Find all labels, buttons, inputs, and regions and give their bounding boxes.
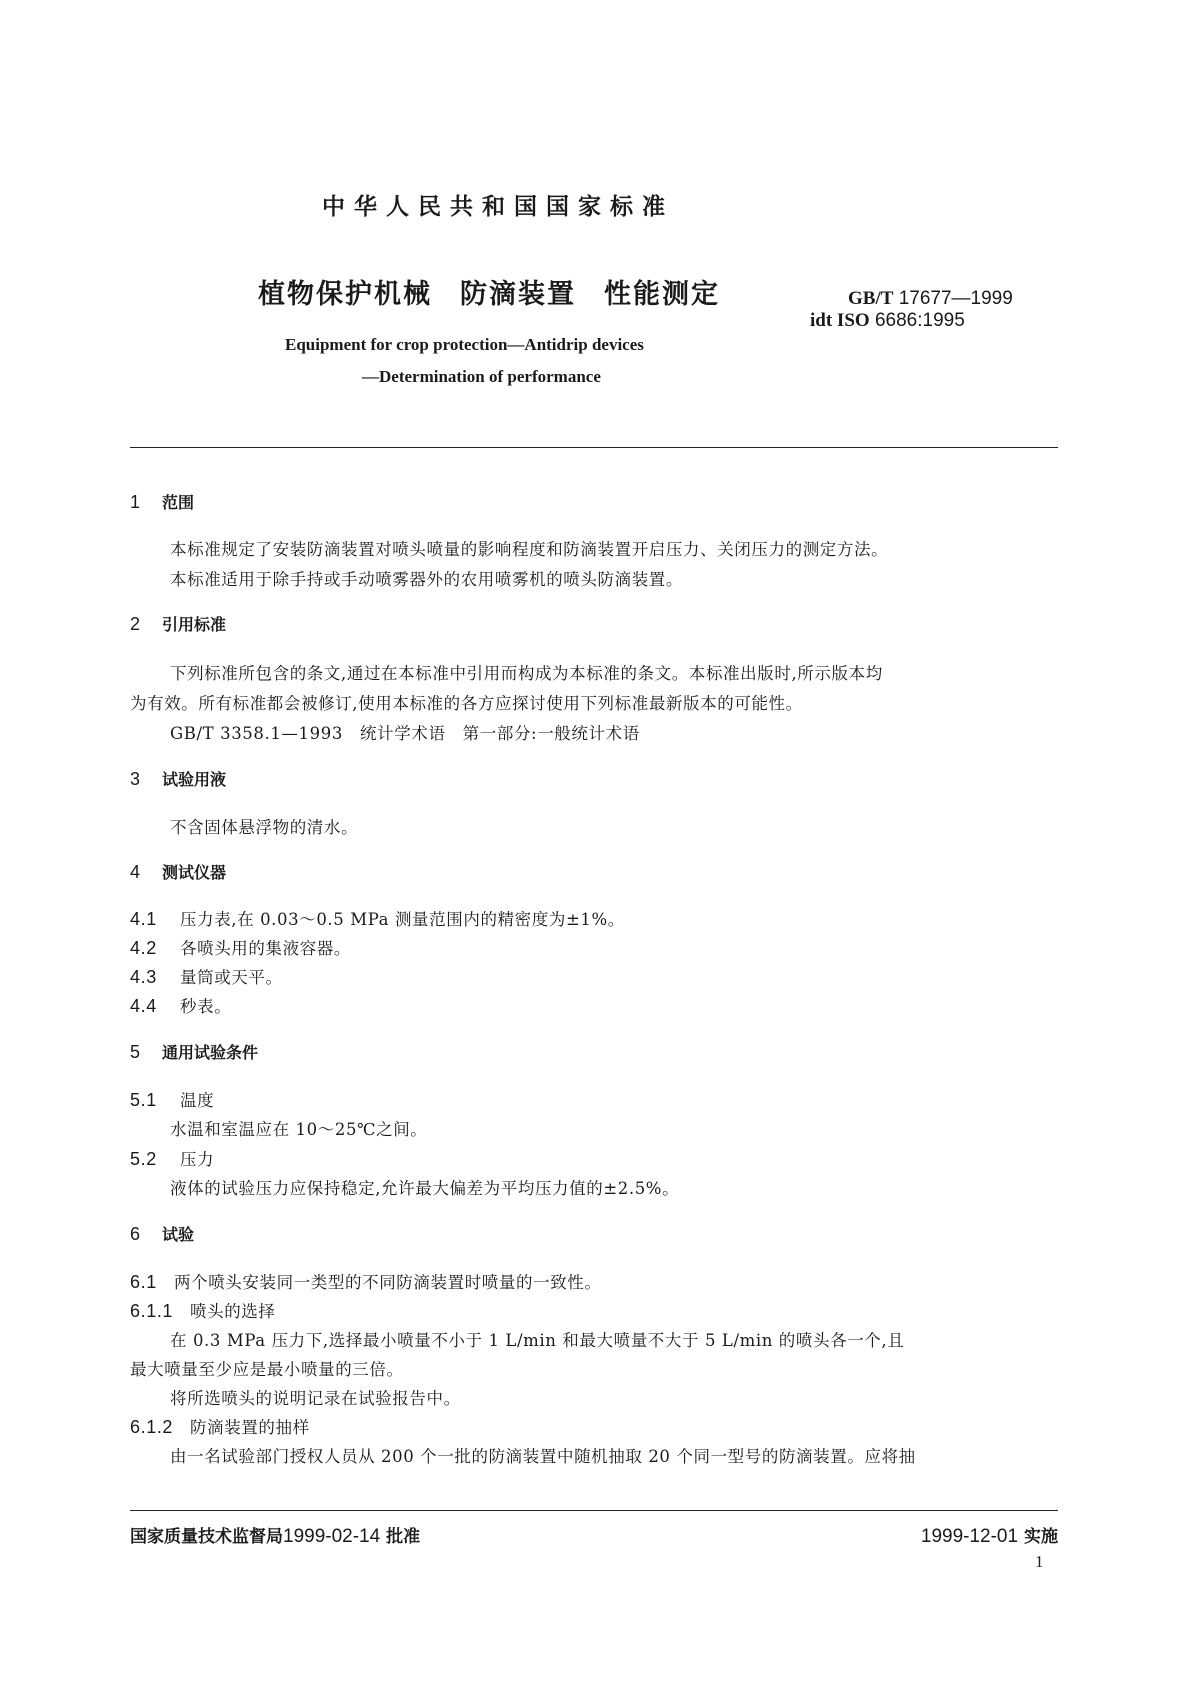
document-title-en-line1: Equipment for crop protection—Antidrip devices: [285, 335, 644, 354]
document-title-en-line2: —Determination of performance: [362, 367, 601, 386]
paragraph: 液体的试验压力应保持稳定,允许最大偏差为平均压力值的±2.5%。: [170, 1179, 680, 1198]
paragraph: 下列标准所包含的条文,通过在本标准中引用而构成为本标准的条文。本标准出版时,所示版本均: [170, 664, 883, 683]
national-standard-heading: 中华人民共和国国家标准: [322, 194, 674, 220]
clause-6-1-1: 6.1.1 喷头的选择: [130, 1301, 276, 1321]
paragraph: 本标准适用于除手持或手动喷雾器外的农用喷雾机的喷头防滴装置。: [170, 570, 683, 589]
paragraph: 将所选喷头的说明记录在试验报告中。: [170, 1389, 461, 1408]
paragraph: 不含固体悬浮物的清水。: [170, 818, 359, 837]
idt-reference: idt ISO 6686:1995: [810, 310, 965, 331]
title-part-1: 植物保护机械: [258, 279, 432, 310]
page-number: 1: [1035, 1552, 1044, 1571]
clause-4-2: 4.2 各喷头用的集液容器。: [130, 938, 351, 958]
clause-6-1-2: 6.1.2 防滴装置的抽样: [130, 1417, 310, 1437]
standard-number-block: [810, 288, 1013, 331]
section-heading-5: 5 通用试验条件: [130, 1042, 259, 1062]
section-heading-3: 3 试验用液: [130, 769, 227, 789]
section-heading-4: 4 测试仪器: [130, 862, 227, 882]
paragraph: 在 0.3 MPa 压力下,选择最小喷量不小于 1 L/min 和最大喷量不大于 5 L/min 的喷头各一个,且: [170, 1331, 905, 1350]
paragraph: 由一名试验部门授权人员从 200 个一批的防滴装置中随机抽取 20 个同一型号的防滴装置。应将抽: [170, 1447, 916, 1466]
paragraph: 本标准规定了安装防滴装置对喷头喷量的影响程度和防滴装置开启压力、关闭压力的测定方法。: [170, 540, 889, 559]
clause-5-1: 5.1 温度: [130, 1090, 215, 1110]
paragraph: 为有效。所有标准都会被修订,使用本标准的各方应探讨使用下列标准最新版本的可能性。: [130, 694, 803, 713]
paragraph: 最大喷量至少应是最小喷量的三倍。: [130, 1360, 404, 1379]
footer-divider: [130, 1510, 1058, 1511]
title-part-2: 防滴装置: [460, 279, 576, 310]
section-heading-6: 6 试验: [130, 1224, 195, 1244]
section-heading-2: 2 引用标准: [130, 614, 227, 634]
header-divider: [130, 447, 1058, 448]
clause-4-1: 4.1 压力表,在 0.03～0.5 MPa 测量范围内的精密度为±1%。: [130, 909, 625, 929]
referenced-standard: GB/T 3358.1—1993 统计学术语 第一部分:一般统计术语: [170, 724, 640, 743]
paragraph: 水温和室温应在 10～25℃之间。: [170, 1120, 428, 1139]
clause-5-2: 5.2 压力: [130, 1149, 215, 1169]
title-part-3: 性能测定: [604, 279, 720, 310]
clause-4-4: 4.4 秒表。: [130, 996, 232, 1016]
clause-4-3: 4.3 量筒或天平。: [130, 967, 283, 987]
effective-info: 1999-12-01 实施: [920, 1526, 1058, 1547]
clause-6-1: 6.1 两个喷头安装同一类型的不同防滴装置时喷量的一致性。: [130, 1272, 602, 1292]
document-title-cn: [258, 272, 720, 311]
standard-number: GB/T 17677—1999: [848, 288, 1013, 309]
section-heading-1: 1 范围: [130, 492, 195, 512]
approval-info: 国家质量技术监督局1999-02-14 批准: [130, 1526, 421, 1547]
